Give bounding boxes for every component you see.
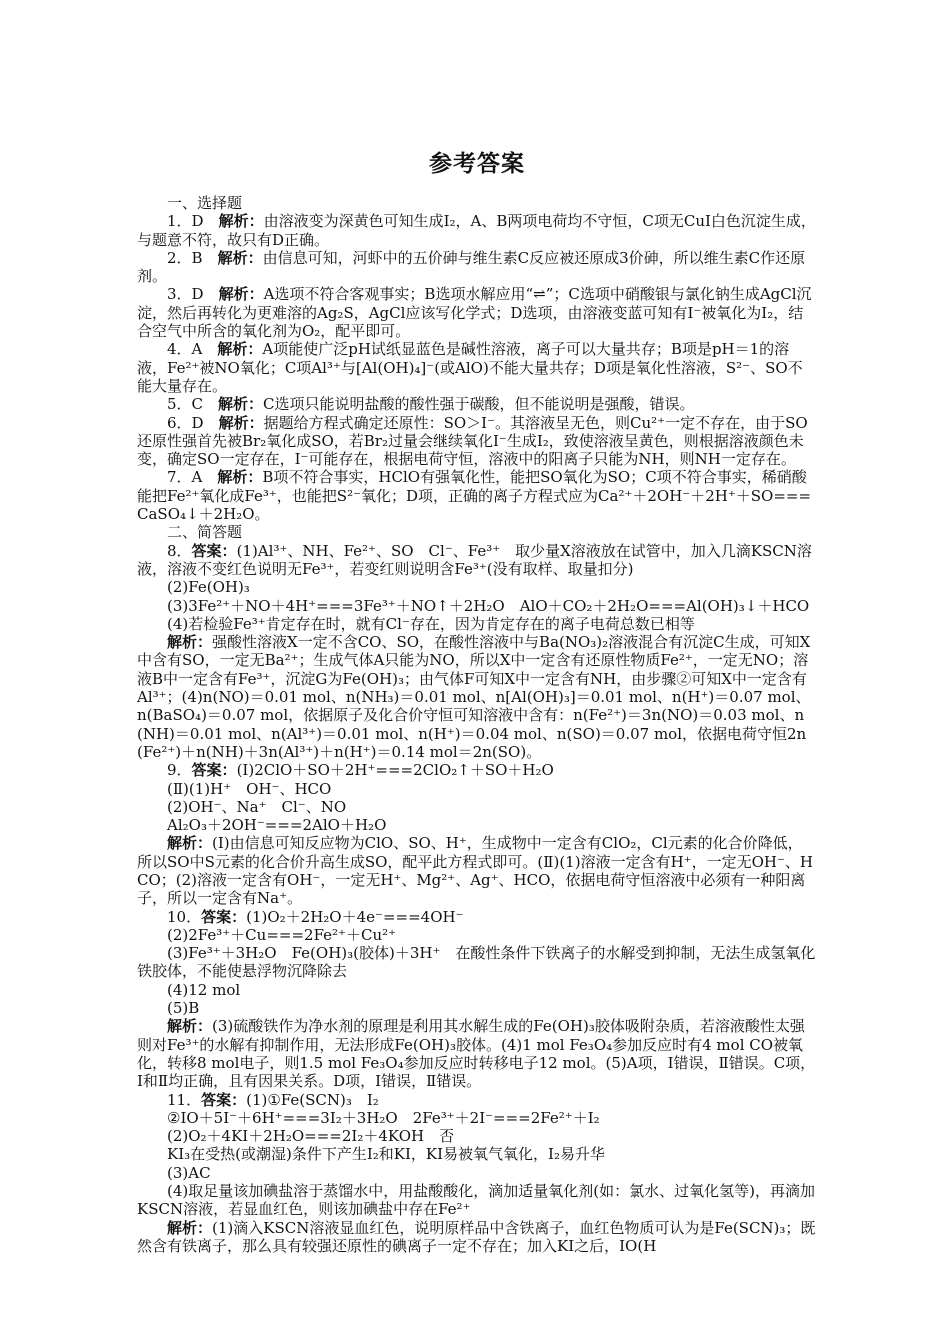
answer-paragraph: 8．答案：(1)Al³⁺、NH、Fe²⁺、SO Cl⁻、Fe³⁺ 取少量X溶液放在试管中，加入几滴KSCN溶液，溶液不变红色说明无Fe³⁺，若变红则说明含Fe³⁺(没有取样、取量扣分)	[137, 541, 812, 578]
answer-paragraph: (2)O₂＋4KI＋2H₂O===2I₂＋4KOH 否	[167, 1127, 455, 1146]
answer-paragraph: 2．B 解析：由信息可知，河虾中的五价砷与维生素C反应被还原成3价砷，所以维生素C作还原剂。	[137, 248, 806, 286]
answer-paragraph: (2)2Fe³⁺＋Cu===2Fe²⁺＋Cu²⁺	[167, 925, 397, 944]
answer-paragraph: 5．C 解析：C选项只能说明盐酸的酸性强于碳酸，但不能说明是强酸，错误。	[167, 395, 695, 414]
answer-paragraph: 二、简答题	[167, 523, 243, 542]
answer-paragraph: 4．A 解析：A项能使广泛pH试纸显蓝色是碱性溶液，离子可以大量共存；B项是pH＝1的溶液，Fe²⁺被NO氧化；C项Al³⁺与[Al(OH)₄]⁻(或AlO)不能大量共存；D项是氧化性溶液，S²⁻、SO不能大量存在。	[137, 340, 803, 395]
answer-paragraph: (4)若检验Fe³⁺肯定存在时，就有Cl⁻存在，因为肯定存在的离子电荷总数已相等	[167, 614, 695, 633]
page-title: 参考答案	[429, 151, 525, 177]
answer-paragraph: 9．答案：(Ⅰ)2ClO＋SO＋2H⁺===2ClO₂↑＋SO＋H₂O	[167, 761, 554, 780]
answer-paragraph: 11．答案：(1)①Fe(SCN)₃ I₂	[167, 1090, 379, 1109]
answer-paragraph: 解析：(1)滴入KSCN溶液显血红色，说明原样品中含铁离子，血红色物质可认为是Fe(SCN)₃；既然含有铁离子，那么具有较强还原性的碘离子一定不存在；加入KI之后，IO(H	[137, 1218, 816, 1255]
answer-paragraph: ②IO＋5I⁻＋6H⁺===3I₂＋3H₂O 2Fe³⁺＋2I⁻===2Fe²⁺＋I₂	[167, 1108, 600, 1127]
answer-paragraph: 6．D 解析：据题给方程式确定还原性：SO＞I⁻。其溶液呈无色，则Cu²⁺一定不存在，由于SO还原性强首先被Br₂氧化成SO，若Br₂过量会继续氧化I⁻生成I₂，致使溶液呈黄色，则根据溶液颜色未变，确定SO一定存在，I⁻可能存在，根据电荷守恒，溶液中的阳离子只能为NH，则NH一定存在。	[137, 413, 808, 469]
answer-paragraph: 3．D 解析：A选项不符合客观事实；B选项水解应用“⇌”；C选项中硝酸银与氯化钠生成AgCl沉淀，然后再转化为更难溶的Ag₂S，AgCl应该写化学式；D选项，由溶液变蓝可知有I⁻被氧化为I₂，结合空气中所含的氧化剂为O₂，配平即可。	[137, 285, 812, 341]
answer-paragraph: (4)取足量该加碘盐溶于蒸馏水中，用盐酸酸化，滴加适量氧化剂(如：氯水、过氧化氢等)，再滴加KSCN溶液，若显血红色，则该加碘盐中存在Fe²⁺	[137, 1182, 815, 1219]
answer-paragraph: (2)Fe(OH)₃	[167, 578, 250, 597]
answer-paragraph: (4)12 mol	[167, 980, 241, 999]
answer-body	[137, 194, 817, 1255]
answer-document	[137, 150, 817, 1255]
answer-paragraph: (5)B	[167, 999, 200, 1018]
answer-paragraph: 一、选择题	[167, 194, 243, 212]
answer-paragraph: 10．答案：(1)O₂＋2H₂O＋4e⁻===4OH⁻	[167, 907, 464, 926]
answer-paragraph: KI₃在受热(或潮湿)条件下产生I₂和KI，KI易被氧气氧化，I₂易升华	[167, 1145, 605, 1164]
answer-paragraph: 解析：强酸性溶液X一定不含CO、SO，在酸性溶液中与Ba(NO₃)₂溶液混合有沉淀C生成，可知X中含有SO，一定无Ba²⁺；生成气体A只能为NO，所以X中一定含有还原性物质Fe²⁺，一定无NO；溶液B中一定含有Fe³⁺，沉淀G为Fe(OH)₃；由气体F可知X中一定含有NH，由步骤②可知X中一定含有Al³⁺；(4)n(NO)＝0.01 mol、n(NH₃)＝0.01 mol、n[Al(OH)₃]＝0.01 mol、n(H⁺)＝0.07 mol、n(BaSO₄)＝0.07 mol，依据原子及化合价守恒可知溶液中含有：n(Fe²⁺)＝3n(NO)＝0.03 mol、n(NH)＝0.01 mol、n(Al³⁺)＝0.01 mol、n(H⁺)＝0.04 mol、n(SO)＝0.07 mol，依据电荷守恒2n(Fe²⁺)＋n(NH)＋3n(Al³⁺)＋n(H⁺)＝0.14 mol＝2n(SO)。	[137, 633, 811, 761]
answer-paragraph: (3)Fe³⁺＋3H₂O Fe(OH)₃(胶体)＋3H⁺ 在酸性条件下铁离子的水解受到抑制，无法生成氢氧化铁胶体，不能使悬浮物沉降除去	[137, 944, 816, 981]
answer-paragraph: 7．A 解析：B项不符合事实，HClO有强氧化性，能把SO氧化为SO；C项不符合事实，稀硝酸能把Fe²⁺氧化成Fe³⁺，也能把S²⁻氧化；D项，正确的离子方程式应为Ca²⁺＋2OH⁻＋2H⁺＋SO===CaSO₄↓＋2H₂O。	[137, 468, 812, 524]
answer-paragraph: (3)3Fe²⁺＋NO＋4H⁺===3Fe³⁺＋NO↑＋2H₂O AlO＋CO₂＋2H₂O===Al(OH)₃↓＋HCO	[167, 596, 810, 615]
answer-paragraph: (Ⅱ)(1)H⁺ OH⁻、HCO	[167, 779, 332, 798]
answer-paragraph: (2)OH⁻、Na⁺ Cl⁻、NO	[167, 797, 347, 816]
answer-paragraph: (3)AC	[167, 1163, 211, 1182]
answer-paragraph: 1．D 解析：由溶液变为深黄色可知生成I₂，A、B两项电荷均不守恒，C项无CuI白色沉淀生成，与题意不符，故只有D正确。	[137, 212, 816, 249]
answer-paragraph: 解析：(Ⅰ)由信息可知反应物为ClO、SO、H⁺，生成物中一定含有ClO₂，Cl元素的化合价降低，所以SO中S元素的化合价升高生成SO，配平此方程式即可。(Ⅱ)(1)溶液一定含有H⁺，一定无OH⁻、HCO；(2)溶液一定含有OH⁻，一定无H⁺、Mg²⁺、Ag⁺、HCO，依据电荷守恒溶液中必须有一种阳离子，所以一定含有Na⁺。	[137, 834, 813, 908]
answer-paragraph: 解析：(3)硫酸铁作为净水剂的原理是利用其水解生成的Fe(OH)₃胶体吸附杂质，若溶液酸性太强则对Fe³⁺的水解有抑制作用，无法形成Fe(OH)₃胶体。(4)1 mol Fe₃O₄参加反应时有4 mol CO被氧化，转移8 mol电子，则1.5 mol Fe₃O₄参加反应时转移电子12 mol。(5)A项，Ⅰ错误，Ⅱ错误。C项，Ⅰ和Ⅱ均正确，且有因果关系。D项，Ⅰ错误，Ⅱ错误。	[137, 1017, 816, 1091]
answer-paragraph: Al₂O₃＋2OH⁻===2AlO＋H₂O	[167, 816, 387, 835]
